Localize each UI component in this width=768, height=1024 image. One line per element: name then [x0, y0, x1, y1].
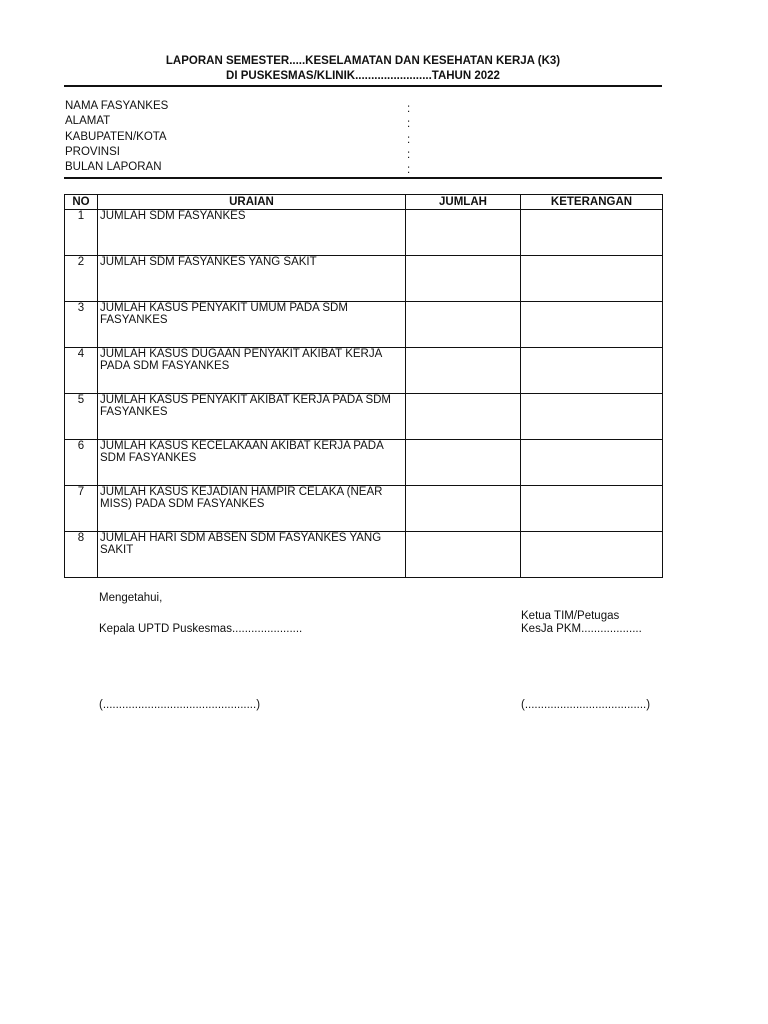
table-row	[65, 210, 663, 256]
table-cell-uraian: JUMLAH KASUS PENYAKIT AKIBAT KERJA PADA SDM FASYANKES	[98, 394, 406, 440]
table-cell-jumlah	[406, 210, 521, 256]
field-separator: :	[407, 164, 411, 176]
table-cell-no: 8	[65, 532, 98, 578]
table-header-row	[65, 195, 663, 210]
table-row	[65, 394, 663, 440]
field-separator: :	[407, 103, 411, 115]
field-separator: :	[407, 118, 411, 130]
table-cell-no: 7	[65, 486, 98, 532]
table-header-jumlah: JUMLAH	[406, 195, 521, 210]
field-label: ALAMAT	[65, 115, 111, 127]
field-provinsi	[65, 145, 425, 160]
document-title	[64, 54, 662, 84]
signature-right-role-line1: Ketua TIM/Petugas	[521, 610, 620, 622]
table-cell-jumlah	[406, 302, 521, 348]
table-cell-jumlah	[406, 532, 521, 578]
table-cell-jumlah	[406, 348, 521, 394]
fields-underline	[64, 177, 662, 179]
field-bulan-laporan	[65, 160, 425, 175]
table-cell-keterangan	[521, 486, 663, 532]
table-cell-keterangan	[521, 302, 663, 348]
table-cell-keterangan	[521, 440, 663, 486]
table-row	[65, 486, 663, 532]
table-cell-jumlah	[406, 256, 521, 302]
table-header-keterangan: KETERANGAN	[521, 195, 663, 210]
table-cell-no: 3	[65, 302, 98, 348]
table-cell-jumlah	[406, 486, 521, 532]
signature-right-name-line: (......................................)	[521, 699, 651, 711]
table-cell-no: 2	[65, 256, 98, 302]
table-cell-uraian: JUMLAH SDM FASYANKES YANG SAKIT	[98, 256, 406, 302]
signature-left-role: Kepala UPTD Puskesmas......................	[99, 623, 303, 635]
table-cell-uraian: JUMLAH KASUS DUGAAN PENYAKIT AKIBAT KERJA PADA SDM FASYANKES	[98, 348, 406, 394]
field-label: BULAN LAPORAN	[65, 161, 162, 173]
field-nama-fasyankes	[65, 99, 425, 114]
table-cell-no: 4	[65, 348, 98, 394]
signature-left-name-line: (................................................)	[99, 699, 261, 711]
table-row	[65, 348, 663, 394]
report-table	[64, 194, 663, 578]
document-title-line2: DI PUSKESMAS/KLINIK........................TAHUN 2022	[226, 70, 500, 82]
field-kabupaten-kota	[65, 130, 425, 145]
table-cell-uraian: JUMLAH SDM FASYANKES	[98, 210, 406, 256]
table-header-uraian: URAIAN	[98, 195, 406, 210]
field-label: KABUPATEN/KOTA	[65, 131, 167, 143]
field-alamat	[65, 114, 425, 129]
title-underline	[64, 85, 662, 87]
table-cell-uraian: JUMLAH KASUS KECELAKAAN AKIBAT KERJA PADA SDM FASYANKES	[98, 440, 406, 486]
table-cell-no: 5	[65, 394, 98, 440]
table-row	[65, 302, 663, 348]
table-cell-uraian: JUMLAH KASUS PENYAKIT UMUM PADA SDM FASYANKES	[98, 302, 406, 348]
table-cell-no: 6	[65, 440, 98, 486]
table-row	[65, 256, 663, 302]
field-label: NAMA FASYANKES	[65, 100, 169, 112]
table-cell-jumlah	[406, 394, 521, 440]
table-cell-uraian: JUMLAH HARI SDM ABSEN SDM FASYANKES YANG SAKIT	[98, 532, 406, 578]
field-label: PROVINSI	[65, 146, 120, 158]
table-row	[65, 440, 663, 486]
table-cell-jumlah	[406, 440, 521, 486]
table-header-no: NO	[65, 195, 98, 210]
document-title-line1: LAPORAN SEMESTER.....KESELAMATAN DAN KESEHATAN KERJA (K3)	[165, 55, 561, 67]
table-cell-keterangan	[521, 532, 663, 578]
table-cell-keterangan	[521, 348, 663, 394]
table-cell-keterangan	[521, 256, 663, 302]
table-cell-keterangan	[521, 210, 663, 256]
field-separator: :	[407, 134, 411, 146]
table-cell-uraian: JUMLAH KASUS KEJADIAN HAMPIR CELAKA (NEAR MISS) PADA SDM FASYANKES	[98, 486, 406, 532]
signature-left-greeting: Mengetahui,	[99, 592, 163, 604]
table-row	[65, 532, 663, 578]
table-cell-no: 1	[65, 210, 98, 256]
table-cell-keterangan	[521, 394, 663, 440]
signature-right-role-line2: KesJa PKM...................	[521, 623, 642, 635]
field-separator: :	[407, 149, 411, 161]
